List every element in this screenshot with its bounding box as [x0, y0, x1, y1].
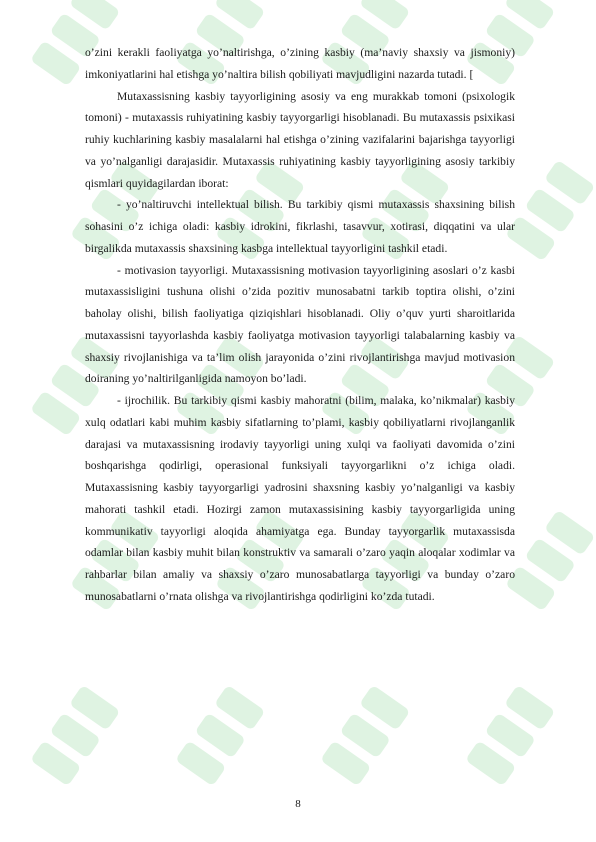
- watermark-mark: [505, 160, 595, 262]
- watermark-mark: [465, 685, 555, 787]
- paragraph-3: - yo’naltiruvchi intellektual bilish. Bu tarkibiy qismi mutaxassis shaxsining bilish sohasini o’z ichiga oladi: kasbiy idrokini, fikrlashi, tasavvur, xotirasi, diqqatini va ular birgalikda mutaxassis shaxsining kasbga intellektual tayyorligini tashkil etadi.: [85, 198, 515, 255]
- watermark-mark: [175, 685, 265, 787]
- watermark-mark: [505, 510, 595, 612]
- paragraph-4: - motivasion tayyorligi. Mutaxassisning motivasion tayyorligining asoslari o’z kasbi mutaxassisligini tushuna olishi o’zida pozitiv munosabatni tarkib toptira olishi, o’zini baholay olishi, bilish faoliyatiga qiziqishlari hisoblanadi. Oliy o’quv yurti sharoitlarida mutaxassisni tayyorlashda kasbiy faoliyatga motivasion tayyorligi talabalarning kasbiy va shaxsiy rivojlanishiga va ta’lim olish jarayonida o’zini rivojlantirishga mavjud motivasion doiraning yo’naltirilganligida namoyon bo’ladi.: [85, 263, 515, 386]
- page-number: 8: [295, 798, 301, 810]
- watermark-mark: [30, 685, 120, 787]
- watermark-mark: [320, 685, 410, 787]
- document-body: [85, 42, 515, 608]
- paragraph-5: - ijrochilik. Bu tarkibiy qismi kasbiy mahoratni (bilim, malaka, ko’nikmalar) kasbiy xulq odatlari kabi muhim kasbiy sifatlarning to’plami, kasbiy qobiliyatlarni rivojlanganlik darajasi va mutaxassisning irodaviy tayyorligi uning xulqi va faoliyati davomida o’zini boshqarishga qodirligi, operasional funksiyali tayyorgarlikni o’z ichiga oladi. Mutaxassisning kasbiy tayyorgarligi yadrosini shaxsning kasbiy yo’nalganligi va kasbiy mahorati tashkil etadi. Hozirgi zamon mutaxassisining kasbiy tayyorgarligida uning kommunikativ tayyorligi aloqida ahamiyatga ega. Bunday tayyorgarlik mutaxassisda odamlar bilan kasbiy muhit bilan konstruktiv va samarali o’zaro yaqin aloqalar xodimlar va rahbarlar bilan amaliy va shaxsiy o’zaro munosabatlarga tayyorligi va bunday o’zaro munosabatlarni o’rnata olishga va rivojlantirishga qodirligini ko’zda tutadi.: [85, 394, 515, 603]
- paragraph-2: Mutaxassisning kasbiy tayyorligining asosiy va eng murakkab tomoni (psixologik tomoni) - mutaxassis ruhiyatining kasbiy tayyorgarligi hisoblanadi. Bu mutaxassis psixikasi ruhiy kuchlarining kasbiy masalalarni hal etishga o’zining vazifalarini bajarishga tayyorligi va yo’nalganligi darajasidir. Mutaxassis ruhiyatining kasbiy tayyorligining asosiy tarkibiy qismlari quyidagilardan iborat:: [85, 89, 515, 190]
- paragraph-1: o’zini kerakli faoliyatga yo’naltirishga, o’zining kasbiy (ma’naviy shaxsiy va jismoniy) imkoniyatlarini hal etishga yo’naltira bilish qobiliyati mavjudligini nazarda tutadi. [: [85, 46, 515, 81]
